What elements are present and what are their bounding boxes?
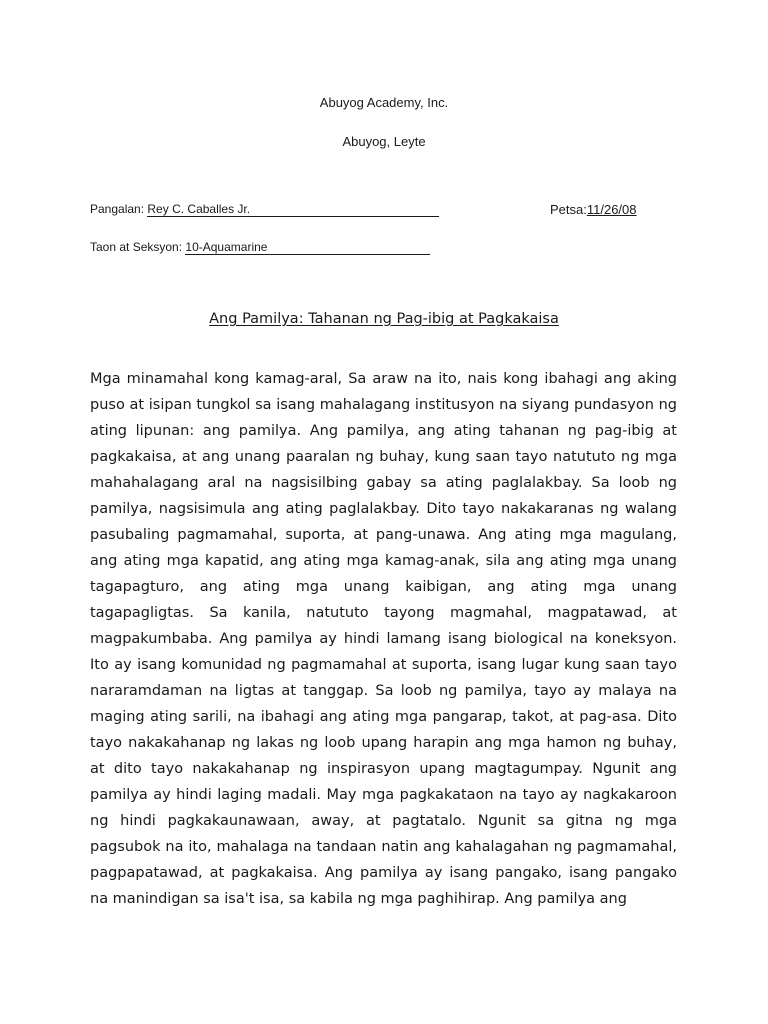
name-value: Rey C. Caballes Jr. [147, 203, 439, 217]
essay-body: Mga minamahal kong kamag-aral, Sa araw na ito, nais kong ibahagi ang aking puso at isipan tungkol sa isang mahalagang institusyon na siyang pundasyon ng ating lipunan: ang pamilya. Ang pamilya, ang ating tahanan ng pag-ibig at pagkakaisa, at ang unang paaralan ng buhay, kung saan tayo natututo ng mga mahahalagang aral na nagsisilbing gabay sa ating paglalakbay. Sa loob ng pamilya, nagsisimula ang ating paglalakbay. Dito tayo nakakaranas ng walang pasubaling pagmamahal, suporta, at pang-unawa. Ang ating mga magulang, ang ating mga kapatid, ang ating mga kamag-anak, sila ang ating mga unang tagapagturo, ang ating mga unang kaibigan, ang ating mga unang tagapagligtas. Sa kanila, natututo tayong magmahal, magpatawad, at magpakumbaba. Ang pamilya ay hindi lamang isang biological na koneksyon. Ito ay isang komunidad ng pagmamahal at suporta, isang lugar kung saan tayo nararamdaman na ligtas at tanggap. Sa loob ng pamilya, tayo ay malaya na maging ating sarili, na ibahagi ang ating mga pangarap, takot, at pag-asa. Dito tayo nakakahanap ng lakas ng loob upang harapin ang mga hamon ng buhay, at dito tayo nakakahanap ng inspirasyon upang magtagumpay. Ngunit ang pamilya ay hindi laging madali. May mga pagkakataon na tayo ay nagkakaroon ng hindi pagkakaunawaan, away, at pagtatalo. Ngunit sa gitna ng mga pagsubok na ito, mahalaga na tandaan natin ang kahalagahan ng pagmamahal, pagpapatawad, at pagkakaisa. Ang pamilya ay isang pangako, isang pangako na manindigan sa isa't isa, sa kabila ng mga paghihirap. Ang pamilya ang [90, 371, 677, 907]
date-value: 11/26/08 [586, 202, 637, 217]
name-label: Pangalan: [90, 202, 145, 216]
date-field [550, 202, 637, 217]
date-label: Petsa: [550, 202, 587, 217]
school-name: Abuyog Academy, Inc. [319, 95, 449, 110]
essay-title: Ang Pamilya: Tahanan ng Pag-ibig at Pagkakaisa [209, 311, 559, 327]
school-location: Abuyog, Leyte [342, 134, 426, 149]
section-field [90, 240, 430, 255]
name-field [90, 202, 439, 217]
section-value: 10-Aquamarine [185, 241, 430, 255]
section-label: Taon at Seksyon: [90, 240, 183, 254]
